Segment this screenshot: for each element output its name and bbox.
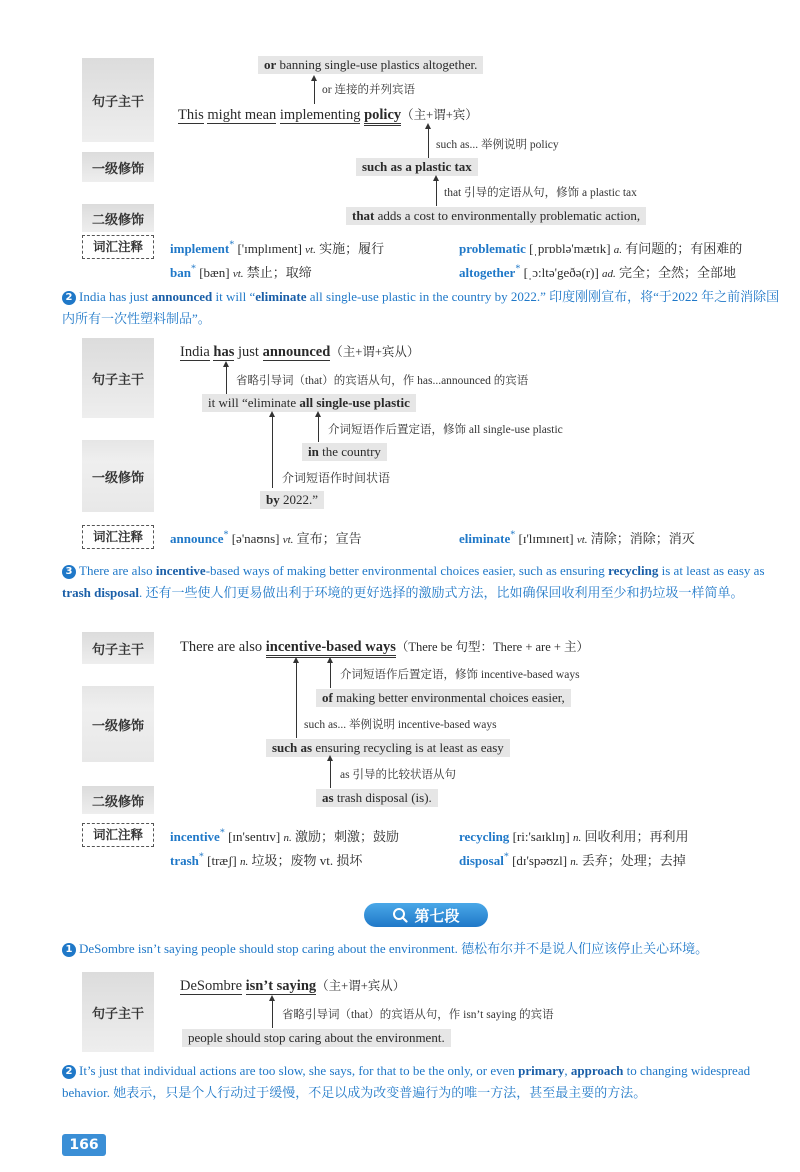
s1-vocab-label: 词汇注释 xyxy=(82,235,154,259)
s1-label-main: 句子主干 xyxy=(82,58,154,142)
s3-note-such: such as... 举例说明 incentive-based ways xyxy=(304,719,497,731)
search-icon xyxy=(392,907,408,923)
s1-vocab-2: problematic [ˌprɒblə'mætɪk] a. 有问题的；有困难的 xyxy=(459,241,743,256)
s1-label-level2: 二级修饰 xyxy=(82,204,154,232)
paragraph-4-number: 1 xyxy=(62,943,76,957)
s1-vocab-3: ban* [bæn] vt. 禁止；取缔 xyxy=(170,263,312,280)
s2-note-omit: 省略引导词（that）的宾语从句，作 has...announced 的宾语 xyxy=(236,375,529,387)
s1-such-phrase: such as a plastic tax xyxy=(356,158,478,176)
s1-object: policy xyxy=(364,107,401,126)
s3-note-prep: 介词短语作后置定语，修饰 incentive-based ways xyxy=(340,669,580,681)
s1-that-clause: that adds a cost to environmentally problematic action, xyxy=(346,207,646,225)
s1-note-that: that 引导的定语从句，修饰 a plastic tax xyxy=(444,187,637,199)
s3-arrow-such xyxy=(296,662,297,738)
s2-arrow-prep xyxy=(318,416,319,442)
paragraph-5: 2 It’s just that individual actions are too slow, she says, for that to be the only, or even primary, approach to changing widespread behavior. 她表示，只是个人行动过于缓慢，不足以成为改变普遍行为的唯一方法，甚至最主要的方法。 xyxy=(62,1063,751,1100)
s1-vocab-4: altogether* [ˌɔ:ltə'geðə(r)] ad. 完全；全然；全部地 xyxy=(459,263,737,280)
s2-label-level1: 一级修饰 xyxy=(82,440,154,512)
s3-such-phrase: such as ensuring recycling is at least as easy xyxy=(266,739,510,757)
s2-verb-announced: announced xyxy=(262,344,331,360)
s3-main-clause: There are also incentive-based ways（There be 句型：There + are + 主） xyxy=(180,637,589,656)
s3-arrow-of xyxy=(330,662,331,688)
s1-verb: might mean xyxy=(207,107,277,123)
s2-arrow-time xyxy=(272,416,273,488)
s3-note-as: as 引导的比较状语从句 xyxy=(340,769,456,781)
s3-vocab-4: disposal* [dɪ'spəʊzl] n. 丢弃；处理；去掉 xyxy=(459,851,686,868)
paragraph-4: 1 DeSombre isn’t saying people should stop caring about the environment. 德松布尔并不是说人们应该停止关心环境。 xyxy=(62,938,790,960)
s3-label-main: 句子主干 xyxy=(82,632,154,664)
paragraph-3: 3 There are also incentive-based ways of making better environmental choices easier, such as ensuring recycling is at least as easy as trash disposal. 还有一些使人们更易做出利于环境的更好选择的激励式方法，比如确保回收利用至少和扔垃圾一样简单。 xyxy=(62,563,765,600)
s2-in-phrase: in the country xyxy=(302,443,387,461)
s1-note-or: or 连接的并列宾语 xyxy=(322,84,415,96)
paragraph-3-number: 3 xyxy=(62,565,76,579)
s1-subject: This xyxy=(178,107,204,123)
s1-vocab-1: implement* ['ɪmplɪment] vt. 实施；履行 xyxy=(170,239,385,256)
s2-clause: it will “eliminate all single-use plastic xyxy=(202,394,416,412)
s3-vocab-1: incentive* [ɪn'sentɪv] n. 激励；刺激；鼓励 xyxy=(170,827,400,844)
paragraph-5-number: 2 xyxy=(62,1065,76,1079)
s4-clause: people should stop caring about the environment. xyxy=(182,1029,451,1047)
s3-arrow-as xyxy=(330,760,331,788)
section-heading xyxy=(364,903,488,927)
s3-vocab-3: trash* [træʃ] n. 垃圾；废物 vt. 损坏 xyxy=(170,851,363,868)
s4-note-omit: 省略引导词（that）的宾语从句，作 isn’t saying 的宾语 xyxy=(282,1009,554,1021)
s2-vocab-2: eliminate* [ɪ'lɪmɪneɪt] vt. 清除；消除；消灭 xyxy=(459,529,695,546)
s1-arrow-such xyxy=(428,128,429,158)
s2-vocab-label: 词汇注释 xyxy=(82,525,154,549)
s3-vocab-2: recycling [ri:'saɪklɪŋ] n. 回收利用；再利用 xyxy=(459,829,689,844)
paragraph-2: 2 India has just announced it will “eliminate all single-use plastic in the country by 2022.” 印度刚刚宣布，将“于2022 年之前消除国内所有一次性塑料制品”。 xyxy=(62,289,780,326)
s3-label-level2: 二级修饰 xyxy=(82,786,154,814)
s2-main-clause: India has just announced（主+谓+宾从） xyxy=(180,344,420,360)
s2-note-time: 介词短语作时间状语 xyxy=(282,471,391,485)
s1-arrow-that xyxy=(436,180,437,206)
s1-arrow-or xyxy=(314,80,315,104)
s1-label-level1: 一级修饰 xyxy=(82,152,154,182)
s3-subject: incentive-based ways xyxy=(266,639,396,658)
s3-as-phrase: as trash disposal (is). xyxy=(316,789,438,807)
s3-label-level1: 一级修饰 xyxy=(82,686,154,762)
s2-label-main: 句子主干 xyxy=(82,338,154,418)
s4-subject: DeSombre xyxy=(180,978,243,994)
s1-main-clause: This might mean implementing policy（主+谓+宾） xyxy=(178,105,478,124)
s1-note-such: such as... 举例说明 policy xyxy=(436,139,559,151)
s4-arrow-omit xyxy=(272,1000,273,1028)
s2-subject: India xyxy=(180,344,210,360)
s4-label-main: 句子主干 xyxy=(82,972,154,1052)
s2-by-phrase: by 2022.” xyxy=(260,491,324,509)
s4-main-clause: DeSombre isn’t saying（主+谓+宾从） xyxy=(180,978,406,994)
page-number: 166 xyxy=(62,1134,106,1156)
s4-verb: isn’t saying xyxy=(245,978,317,994)
s2-arrow-omit xyxy=(226,366,227,394)
s2-note-prep: 介词短语作后置定语，修饰 all single-use plastic xyxy=(328,424,563,436)
s2-verb-has: has xyxy=(213,344,235,360)
s3-vocab-label: 词汇注释 xyxy=(82,823,154,847)
s1-or-clause: or banning single-use plastics altogether. xyxy=(258,56,483,74)
s2-vocab-1: announce* [ə'naʊns] vt. 宣布；宣告 xyxy=(170,529,362,546)
s3-of-phrase: of making better environmental choices easier, xyxy=(316,689,571,707)
paragraph-2-number: 2 xyxy=(62,291,76,305)
s1-verb2: implementing xyxy=(279,107,361,123)
section-title: 第七段 xyxy=(414,906,460,925)
